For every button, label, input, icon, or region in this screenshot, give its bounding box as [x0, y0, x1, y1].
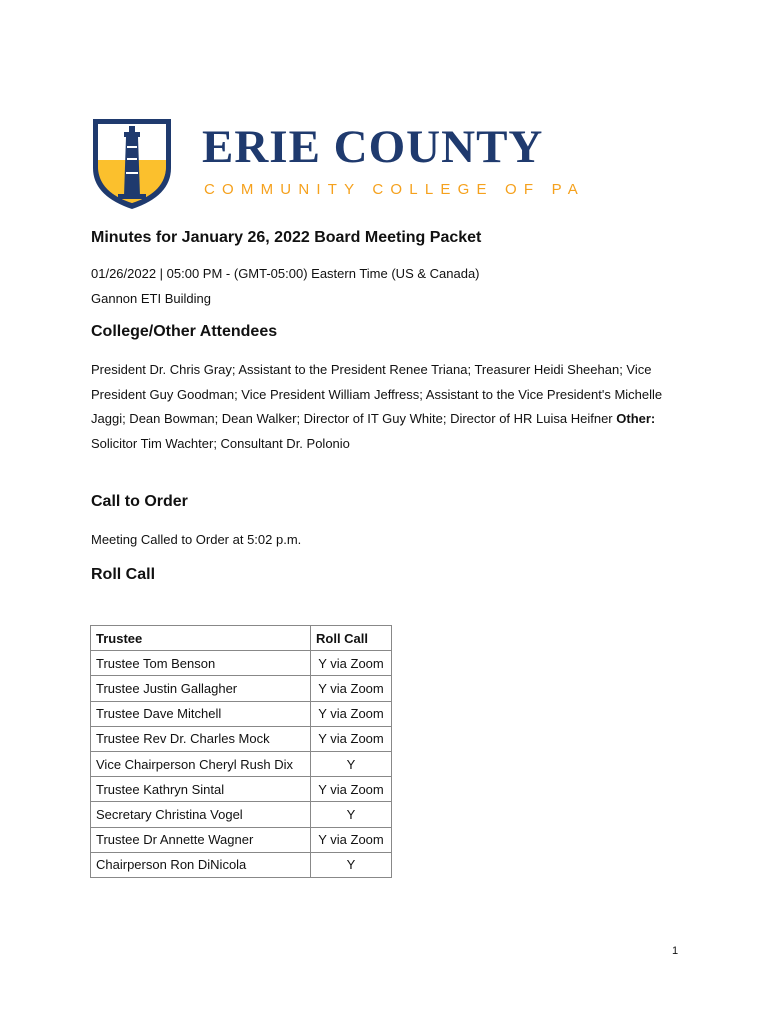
roll-call-status: Y: [311, 852, 392, 877]
table-row: [91, 777, 392, 802]
logo-title: ERIE COUNTY: [202, 121, 544, 173]
call-to-order-text: Meeting Called to Order at 5:02 p.m.: [91, 532, 302, 547]
meeting-datetime: 01/26/2022 | 05:00 PM - (GMT-05:00) Eastern Time (US & Canada): [91, 266, 480, 281]
table-row: [91, 852, 392, 877]
roll-call-status: Y via Zoom: [311, 701, 392, 726]
roll-call-status: Y via Zoom: [311, 726, 392, 751]
column-header-trustee: Trustee: [91, 626, 311, 651]
table-row: [91, 651, 392, 676]
trustee-name: Trustee Justin Gallagher: [91, 676, 311, 701]
table-row: [91, 726, 392, 751]
college-logo: [90, 116, 600, 216]
trustee-name: Trustee Tom Benson: [91, 651, 311, 676]
trustee-name: Trustee Dr Annette Wagner: [91, 827, 311, 852]
call-to-order-heading: Call to Order: [91, 493, 188, 510]
column-header-roll-call: Roll Call: [311, 626, 392, 651]
lighthouse-shield-icon: [90, 116, 174, 212]
table-row: [91, 827, 392, 852]
table-row: [91, 676, 392, 701]
roll-call-status: Y: [311, 751, 392, 776]
roll-call-status: Y via Zoom: [311, 651, 392, 676]
roll-call-status: Y via Zoom: [311, 777, 392, 802]
attendees-heading: College/Other Attendees: [91, 323, 278, 340]
other-label: Other:: [616, 411, 656, 427]
attendees-paragraph: [91, 358, 691, 457]
roll-call-heading: Roll Call: [91, 566, 156, 583]
trustee-name: Secretary Christina Vogel: [91, 802, 311, 827]
table-row: [91, 701, 392, 726]
roll-call-table: [90, 625, 392, 878]
roll-call-status: Y via Zoom: [311, 827, 392, 852]
trustee-name: Trustee Dave Mitchell: [91, 701, 311, 726]
other-attendees-text: Solicitor Tim Wachter; Consultant Dr. Polonio: [91, 436, 350, 452]
roll-call-status: Y via Zoom: [311, 676, 392, 701]
document-title: Minutes for January 26, 2022 Board Meeting Packet: [91, 229, 482, 246]
attendees-text: President Dr. Chris Gray; Assistant to the President Renee Triana; Treasurer Heidi Sheehan; Vice President Guy Goodman; Vice President William Jeffress; Assistant to the Vice President's Michelle Jaggi; Dean Bowman; Dean Walker; Director of IT Guy White; Director of HR Luisa Heifner: [91, 362, 663, 427]
table-header-row: [91, 626, 392, 651]
table-row: [91, 751, 392, 776]
page-number: 1: [672, 945, 679, 957]
meeting-location: Gannon ETI Building: [91, 291, 211, 306]
trustee-name: Trustee Kathryn Sintal: [91, 777, 311, 802]
trustee-name: Chairperson Ron DiNicola: [91, 852, 311, 877]
table-row: [91, 802, 392, 827]
trustee-name: Trustee Rev Dr. Charles Mock: [91, 726, 311, 751]
roll-call-status: Y: [311, 802, 392, 827]
trustee-name: Vice Chairperson Cheryl Rush Dix: [91, 751, 311, 776]
logo-subtitle: COMMUNITY COLLEGE OF PA: [204, 181, 585, 198]
